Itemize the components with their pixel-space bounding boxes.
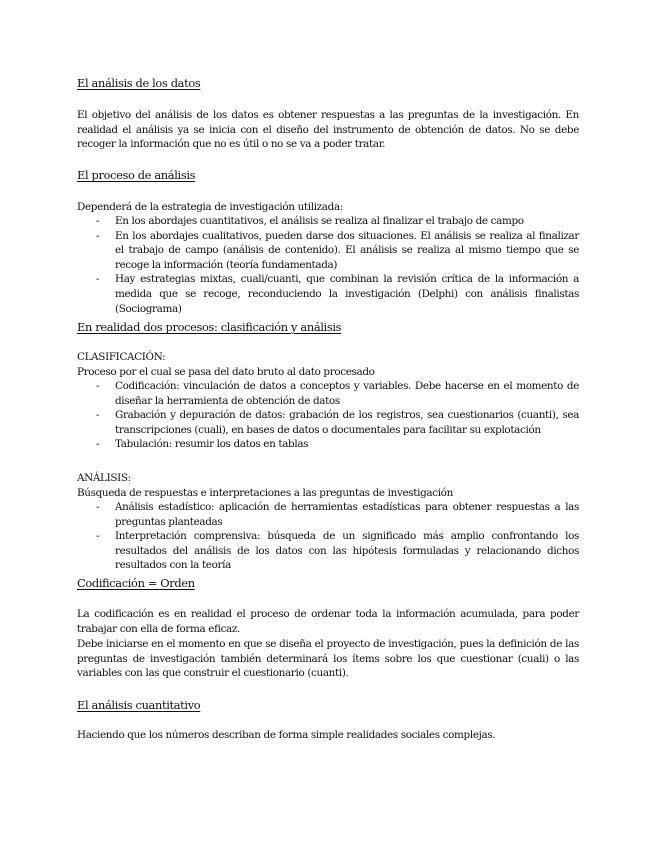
section-heading-analisis-cuantitativo: El análisis cuantitativo [77, 698, 201, 712]
list-item: - Tabulación: resumir los datos en tablas [77, 437, 579, 452]
list-analisis [77, 500, 579, 573]
list-item: - En los abordajes cualitativos, pueden darse dos situaciones. El análisis se realiza al finalizar el trabajo de campo (análisis de contenido). El análisis se realiza al mismo tiempo que se recoge la información (teoría fundamentada) [77, 229, 579, 273]
list-item: - En los abordajes cuantitativos, el análisis se realiza al finalizar el trabajo de campo [77, 214, 579, 229]
list-item: - Interpretación comprensiva: búsqueda de un significado más amplio confrontando los resultados del análisis de los datos con las hipótesis formuladas y relacionando dichos resultados con la teoría [77, 529, 579, 573]
section-heading-codificacion-orden: Codificación = Orden [77, 576, 195, 590]
section-heading-proceso-analisis: El proceso de análisis [77, 168, 196, 182]
paragraph-cuantitativo: Haciendo que los números describan de forma simple realidades sociales complejas. [77, 729, 496, 741]
list-estrategias [77, 214, 579, 316]
clasificacion-title: CLASIFICACIÓN: [77, 351, 166, 363]
list-item: - Codificación: vinculación de datos a conceptos y variables. Debe hacerse en el momento de diseñar la herramienta de obtención de datos [77, 379, 579, 408]
section-heading-dos-procesos: En realidad dos procesos: clasificación y análisis [77, 320, 342, 334]
paragraph-codificacion-2: Debe iniciarse en el momento en que se diseña el proyecto de investigación, pues la definición de las preguntas de investigación también determinará los ítems sobre los que cuestionar (cuali) o las variables con las que construir el cuestionario (cuanti). [77, 638, 579, 680]
paragraph-estrategia-intro: Dependerá de la estrategia de investigación utilizada: [77, 201, 343, 213]
section-heading-analisis-datos: El análisis de los datos [77, 76, 201, 90]
list-clasificacion [77, 379, 579, 452]
clasificacion-intro: Proceso por el cual se pasa del dato bruto al dato procesado [77, 366, 375, 378]
analisis-intro: Búsqueda de respuestas e interpretaciones a las preguntas de investigación [77, 487, 453, 499]
paragraph-objetivo: El objetivo del análisis de los datos es obtener respuestas a las preguntas de la investigación. En realidad el análisis ya se inicia con el diseño del instrumento de obtención de datos. No se debe recoger la información que no es útil o no se va a poder tratar. [77, 109, 579, 151]
list-item: - Análisis estadístico: aplicación de herramientas estadísticas para obtener respuestas a las preguntas planteadas [77, 500, 579, 529]
paragraph-codificacion-1: La codificación es en realidad el proceso de ordenar toda la información acumulada, para poder trabajar con ella de forma eficaz. [77, 608, 579, 635]
list-item: - Hay estrategias mixtas, cuali/cuanti, que combinan la revisión crítica de la información a medida que se recoge, reconduciendo la investigación (Delphi) con análisis finalistas (Sociograma) [77, 272, 579, 316]
list-item: - Grabación y depuración de datos: grabación de los registros, sea cuestionarios (cuanti), sea transcripciones (cuali), en bases de datos o documentales para facilitar su explotación [77, 408, 579, 437]
analisis-title: ANÁLISIS: [77, 472, 131, 484]
